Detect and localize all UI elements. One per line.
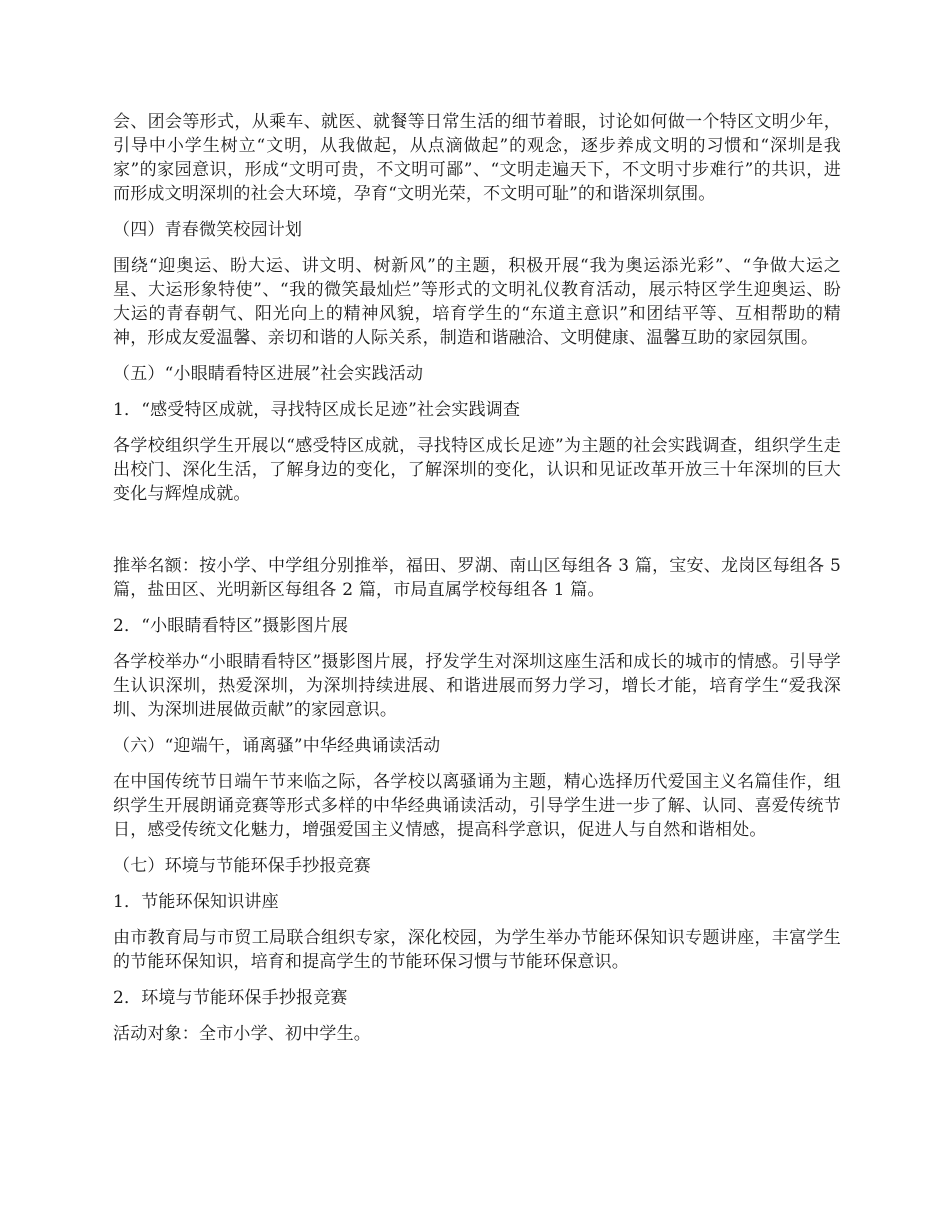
blank-gap xyxy=(113,518,841,554)
paragraph-classics-reading: 在中国传统节日端午节来临之际，各学校以离骚诵为主题，精心选择历代爱国主义名篇佳作，组织学生开展朗诵竞赛等形式多样的中华经典诵读活动，引导学生进一步了解、认同、喜爱传统节日，感受传统文化魅力，增强爱国主义情感，提高科学意识，促进人与自然和谐相处。 xyxy=(113,772,841,840)
section-heading-4: （四）青春微笑校园计划 xyxy=(113,220,303,240)
paragraph-nomination-quota: 推举名额：按小学、中学组分别推举，福田、罗湖、南山区每组各 3 篇，宝安、龙岗区每组各 5 篇，盐田区、光明新区每组各 2 篇，市局直属学校每组各 1 篇。 xyxy=(113,556,841,600)
subheading-7-2: 2．环境与节能环保手抄报竞赛 xyxy=(113,988,348,1008)
paragraph-activity-target: 活动对象：全市小学、初中学生。 xyxy=(113,1024,371,1044)
paragraph-civility-discussion: 会、团会等形式，从乘车、就医、就餐等日常生活的细节着眼，讨论如何做一个特区文明少年，引导中小学生树立“文明，从我做起，从点滴做起”的观念，逐步养成文明的习惯和“深圳是我家”的家园意识，形成“文明可贵，不文明可鄙”、“文明走遍天下，不文明寸步难行”的共识，进而形成文明深圳的社会大环境，孕育“文明光荣，不文明可耻”的和谐深圳氛围。 xyxy=(113,112,841,204)
paragraph-social-survey: 各学校组织学生开展以“感受特区成就，寻找特区成长足迹”为主题的社会实践调查，组织学生走出校门、深化生活，了解身边的变化，了解深圳的变化，认识和见证改革开放三十年深圳的巨大变化与辉煌成就。 xyxy=(113,436,841,504)
paragraph-youth-smile: 围绕“迎奥运、盼大运、讲文明、树新风”的主题，积极开展“我为奥运添光彩”、“争做大运之星、大运形象特使”、“我的微笑最灿烂”等形式的文明礼仪教育活动，展示特区学生迎奥运、盼大运的青春朝气、阳光向上的精神风貌，培育学生的“东道主意识”和团结平等、互相帮助的精神，形成友爱温馨、亲切和谐的人际关系，制造和谐融洽、文明健康、温馨互助的家园氛围。 xyxy=(113,256,841,348)
paragraph-photo-exhibition: 各学校举办“小眼睛看特区”摄影图片展，抒发学生对深圳这座生活和成长的城市的情感。引导学生认识深圳，热爱深圳，为深圳持续进展、和谐进展而努力学习，增长才能，培育学生“爱我深圳、为深圳进展做贡献”的家园意识。 xyxy=(113,652,841,720)
subheading-5-2: 2．“小眼睛看特区”摄影图片展 xyxy=(113,616,349,636)
section-heading-7: （七）环境与节能环保手抄报竞赛 xyxy=(113,856,371,876)
document-body xyxy=(113,110,841,1058)
subheading-7-1: 1．节能环保知识讲座 xyxy=(113,892,279,912)
subheading-5-1: 1．“感受特区成就，寻找特区成长足迹”社会实践调查 xyxy=(113,400,521,420)
paragraph-energy-lecture: 由市教育局与市贸工局联合组织专家，深化校园，为学生举办节能环保知识专题讲座，丰富学生的节能环保知识，培育和提高学生的节能环保习惯与节能环保意识。 xyxy=(113,928,841,972)
section-heading-5: （五）“小眼睛看特区进展”社会实践活动 xyxy=(113,364,424,384)
section-heading-6: （六）“迎端午，诵离骚”中华经典诵读活动 xyxy=(113,736,441,756)
